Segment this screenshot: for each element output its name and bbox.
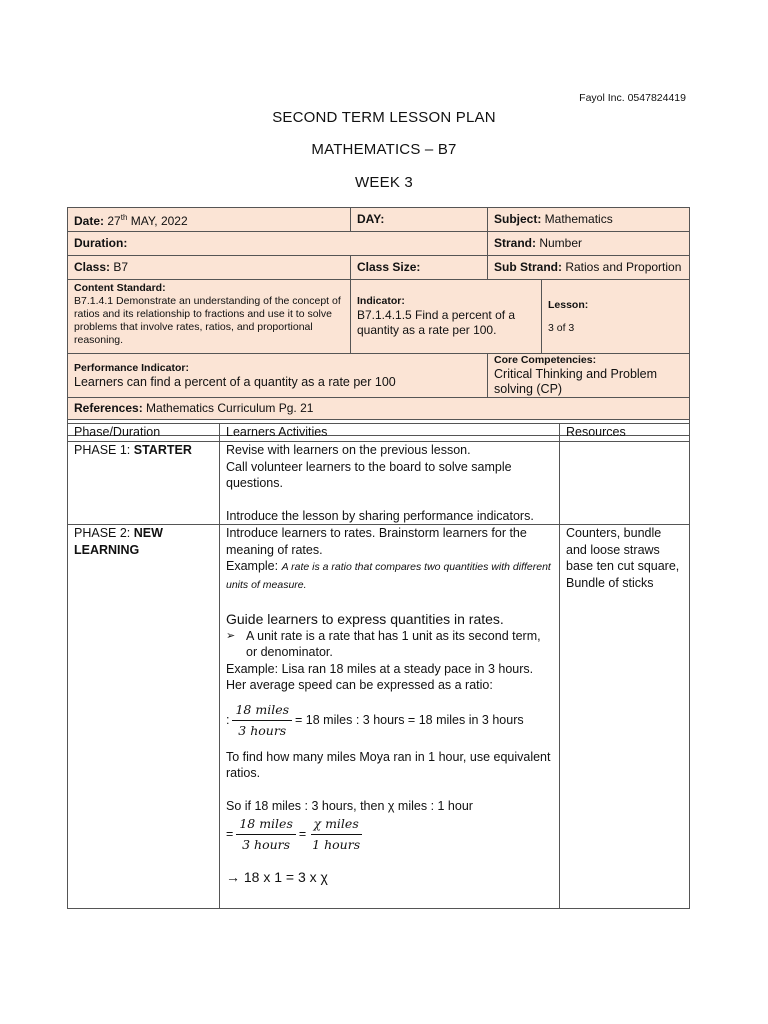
col-resources-header: Resources xyxy=(560,424,690,442)
core-competencies-cell: Core Competencies: Critical Thinking and Problem solving (CP) xyxy=(488,354,690,398)
equivalent-ratio-line: = $\frac{\text{18 miles}}{\text{3 hours}}$ = $\frac{\text{χ miles}}{\text{1 hours}}$ xyxy=(226,814,553,855)
fraction-x-over-1: $\frac{\text{χ miles}}{\text{1 hours}}$ xyxy=(312,816,361,852)
performance-indicator-cell: Performance Indicator: Learners can find a percent of a quantity as a rate per 100 xyxy=(68,354,488,398)
document-title: SECOND TERM LESSON PLAN xyxy=(272,109,496,126)
week-heading: WEEK 3 xyxy=(355,174,413,191)
phase-1-label: PHASE 1: STARTER xyxy=(68,442,220,525)
publisher-note: Fayol Inc. 0547824419 xyxy=(579,92,686,104)
phase-2-resources: Counters, bundle and loose straws base ten cut square, Bundle of sticks xyxy=(560,525,690,909)
fraction-18-over-3: $\frac{\text{18 miles}}{\text{3 hours}}$ xyxy=(232,700,292,741)
phase-1-row xyxy=(68,442,690,525)
bullet-item: ➢ A unit rate is a rate that has 1 unit as its second term, or denominator. xyxy=(226,628,541,659)
indicator-cell: Indicator: B7.1.4.1.5 Find a percent of a quantity as a rate per 100. xyxy=(351,280,542,354)
subject-heading: MATHEMATICS – B7 xyxy=(311,141,457,158)
lesson-meta-table xyxy=(67,207,690,436)
phase-1-resources xyxy=(560,442,690,525)
references-cell: References: Mathematics Curriculum Pg. 21 xyxy=(68,398,690,420)
day-cell: DAY: xyxy=(351,208,488,232)
phase-2-activities: Introduce learners to rates. Brainstorm learners for the meaning of rates. Example: A rate is a ratio that compares two quantities with different units of measure. Guide learners to express quantities in rates. ➢ A unit rate is a rate that has 1 unit as its second term, or denominator. Example: Lisa ran 18 miles at a steady pace in 3 hours. Her average speed can be expressed as a ratio: : $\frac{\text{18 miles}}{\text{3 hours}}$ = 18 miles : 3 hours = 18 miles in 3 hours To find how many miles Moya ran in 1 hour, use equivalent ratios. So if 18 miles : 3 hours, then χ miles : 1 hour = $\frac{\text{18 miles}}{\text{3 hours}}$ = $\frac{\text{χ miles}}{\text{1 hours}}$ → 18 x 1 = 3 x χ xyxy=(220,525,560,909)
fraction-18-over-3-b: $\frac{\text{18 miles}}{\text{3 hours}}$ xyxy=(236,814,296,855)
ratio-line: : $\frac{\text{18 miles}}{\text{3 hours}}$ = 18 miles : 3 hours = 18 miles in 3 hours xyxy=(226,700,553,741)
page-header xyxy=(0,0,768,200)
date-cell: Date: 27th MAY, 2022 xyxy=(68,208,351,232)
lesson-cell: Lesson: 3 of 3 xyxy=(542,280,690,354)
phase-2-row xyxy=(68,525,690,909)
subject-cell: Subject: Mathematics xyxy=(488,208,690,232)
duration-cell: Duration: xyxy=(68,232,488,256)
phase-1-activities: Revise with learners on the previous lesson. Call volunteer learners to the board to solve sample questions. Introduce the lesson by sharing performance indicators. xyxy=(220,442,560,525)
content-standard-cell: Content Standard: B7.1.4.1 Demonstrate an understanding of the concept of ratios and its relationship to fractions and use it to solve problems that involve rates, ratios, and proportional reasoning. xyxy=(68,280,351,354)
phase-2-label: PHASE 2: NEW LEARNING xyxy=(68,525,220,909)
strand-cell: Strand: Number xyxy=(488,232,690,256)
lesson-phases-table xyxy=(67,423,690,909)
col-activities-header: Learners Activities xyxy=(220,424,560,442)
col-phase-header: Phase/Duration xyxy=(68,424,220,442)
sub-strand-cell: Sub Strand: Ratios and Proportion xyxy=(488,256,690,280)
class-cell: Class: B7 xyxy=(68,256,351,280)
class-size-cell: Class Size: xyxy=(351,256,488,280)
